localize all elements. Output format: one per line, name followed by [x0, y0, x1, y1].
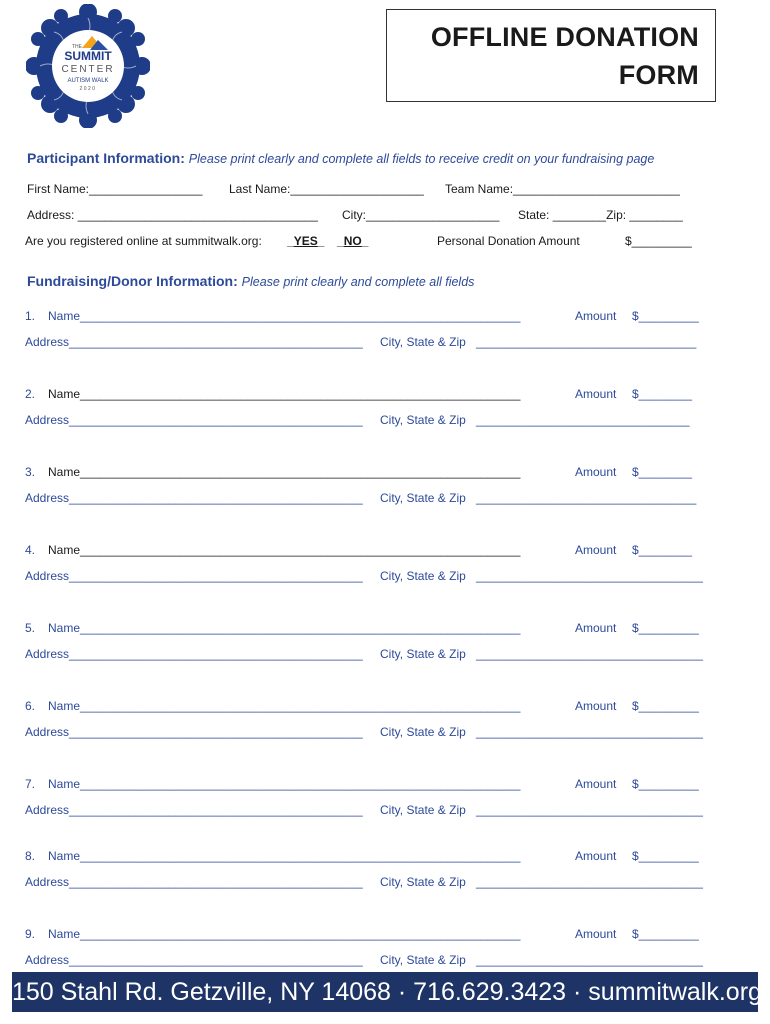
donor-address-field[interactable]: Address____________________________________________: [25, 647, 363, 661]
state-zip-field[interactable]: State: ________Zip: ________: [518, 208, 683, 222]
donor-amount-field[interactable]: $_________: [632, 849, 699, 863]
donor-city-field[interactable]: ________________________________: [476, 413, 690, 427]
donor-city-label: City, State & Zip: [380, 413, 466, 427]
donor-name-field[interactable]: Name__________________________________________________________________: [48, 309, 521, 323]
donor-amount-field[interactable]: $_________: [632, 777, 699, 791]
title-line-1: OFFLINE DONATION: [430, 22, 699, 52]
donor-name-field[interactable]: Name__________________________________________________________________: [48, 699, 521, 713]
donor-city-field[interactable]: _________________________________: [476, 491, 697, 505]
donor-number: 8.: [25, 849, 36, 863]
donor-name-field[interactable]: Name__________________________________________________________________: [48, 927, 521, 941]
donor-amount-field[interactable]: $________: [632, 387, 693, 401]
logo-center: CENTER: [61, 64, 115, 75]
donor-city-field[interactable]: __________________________________: [476, 875, 703, 889]
participant-instruction: Please print clearly and complete all fields to receive credit on your fundraising page: [188, 152, 655, 166]
donor-amount-label: Amount: [575, 777, 617, 791]
donor-city-field[interactable]: __________________________________: [476, 725, 703, 739]
donor-amount-label: Amount: [575, 699, 617, 713]
summit-walk-logo: [26, 4, 150, 128]
participant-heading: [27, 150, 654, 166]
donor-amount-field[interactable]: $________: [632, 465, 693, 479]
donor-amount-field[interactable]: $________: [632, 543, 693, 557]
donor-number: 4.: [25, 543, 36, 557]
donor-address-field[interactable]: Address____________________________________________: [25, 725, 363, 739]
no-label: NO: [343, 234, 362, 248]
fundraising-heading-label: Fundraising/Donor Information:: [27, 273, 238, 289]
logo-summit: SUMMIT: [64, 49, 112, 63]
donor-amount-field[interactable]: $_________: [632, 699, 699, 713]
donor-number: 5.: [25, 621, 36, 635]
footer-contact-bar: 150 Stahl Rd. Getzville, NY 14068 · 716.629.3423 · summitwalk.org: [12, 972, 758, 1012]
donor-number: 6.: [25, 699, 36, 713]
donor-amount-label: Amount: [575, 621, 617, 635]
no-option[interactable]: _NO_: [337, 234, 369, 248]
donor-city-label: City, State & Zip: [380, 953, 466, 967]
donor-amount-label: Amount: [575, 543, 617, 557]
donor-address-field[interactable]: Address____________________________________________: [25, 569, 363, 583]
donor-city-field[interactable]: __________________________________: [476, 803, 703, 817]
donor-number: 2.: [25, 387, 36, 401]
donor-city-label: City, State & Zip: [380, 725, 466, 739]
title-line-2: FORM: [618, 60, 699, 90]
donor-amount-field[interactable]: $_________: [632, 309, 699, 323]
donor-amount-field[interactable]: $_________: [632, 621, 699, 635]
donor-name-field[interactable]: Name__________________________________________________________________: [48, 777, 521, 791]
fundraising-instruction: Please print clearly and complete all fields: [241, 275, 475, 289]
logo-event: AUTISM WALK: [67, 78, 109, 84]
donor-name-field[interactable]: Name__________________________________________________________________: [48, 621, 521, 635]
personal-donation-label: Personal Donation Amount: [437, 234, 580, 248]
donor-city-label: City, State & Zip: [380, 647, 466, 661]
city-field[interactable]: City:____________________: [342, 208, 500, 222]
donor-city-field[interactable]: __________________________________: [476, 647, 703, 661]
donor-address-field[interactable]: Address____________________________________________: [25, 491, 363, 505]
donor-amount-label: Amount: [575, 387, 617, 401]
address-field[interactable]: Address: ____________________________________: [27, 208, 318, 222]
donor-city-label: City, State & Zip: [380, 335, 466, 349]
donor-address-field[interactable]: Address____________________________________________: [25, 335, 363, 349]
donor-city-label: City, State & Zip: [380, 875, 466, 889]
donor-number: 1.: [25, 309, 36, 323]
donor-address-field[interactable]: Address____________________________________________: [25, 875, 363, 889]
yes-label: YES: [293, 234, 318, 248]
donor-city-field[interactable]: __________________________________: [476, 569, 703, 583]
donor-city-label: City, State & Zip: [380, 569, 466, 583]
donor-city-label: City, State & Zip: [380, 491, 466, 505]
participant-heading-label: Participant Information:: [27, 150, 185, 166]
donor-name-field[interactable]: Name__________________________________________________________________: [48, 465, 521, 479]
registered-question: Are you registered online at summitwalk.org:: [25, 234, 262, 248]
donor-address-field[interactable]: Address____________________________________________: [25, 953, 363, 967]
donor-name-field[interactable]: Name__________________________________________________________________: [48, 849, 521, 863]
first-name-field[interactable]: First Name:_________________: [27, 182, 203, 196]
donor-amount-field[interactable]: $_________: [632, 927, 699, 941]
yes-option[interactable]: _YES_: [287, 234, 325, 248]
donor-number: 7.: [25, 777, 36, 791]
form-title: [386, 9, 716, 102]
last-name-field[interactable]: Last Name:____________________: [229, 182, 424, 196]
donor-number: 3.: [25, 465, 36, 479]
donor-number: 9.: [25, 927, 36, 941]
logo-the: THE: [72, 44, 82, 50]
donor-amount-label: Amount: [575, 927, 617, 941]
donor-amount-label: Amount: [575, 465, 617, 479]
donor-address-field[interactable]: Address____________________________________________: [25, 803, 363, 817]
donor-city-field[interactable]: _________________________________: [476, 335, 697, 349]
donor-amount-label: Amount: [575, 309, 617, 323]
donor-address-field[interactable]: Address____________________________________________: [25, 413, 363, 427]
team-name-field[interactable]: Team Name:_________________________: [445, 182, 680, 196]
personal-donation-field[interactable]: $_________: [625, 234, 692, 248]
donor-name-field[interactable]: Name__________________________________________________________________: [48, 543, 521, 557]
donor-name-field[interactable]: Name__________________________________________________________________: [48, 387, 521, 401]
donor-amount-label: Amount: [575, 849, 617, 863]
donor-city-label: City, State & Zip: [380, 803, 466, 817]
logo-year: 2020: [79, 86, 97, 92]
fundraising-heading: [27, 273, 474, 289]
donor-city-field[interactable]: __________________________________: [476, 953, 703, 967]
